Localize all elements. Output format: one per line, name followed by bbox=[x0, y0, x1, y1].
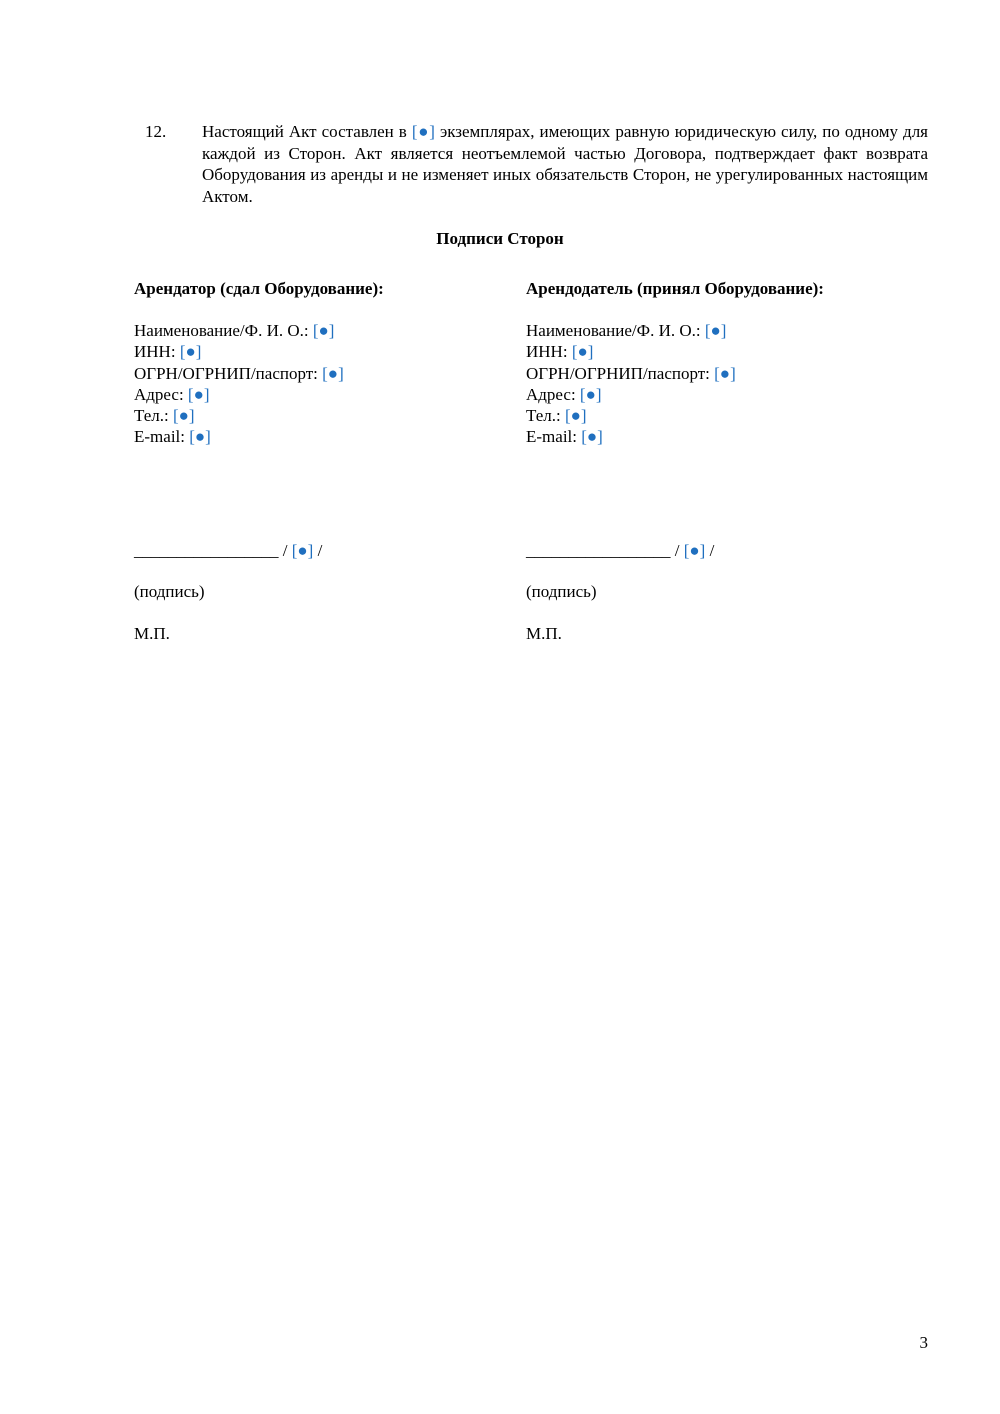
lessor-block bbox=[526, 278, 906, 447]
lessor-signature-underline: _________________ / bbox=[526, 541, 684, 560]
lessee-signature-underline: _________________ / bbox=[134, 541, 292, 560]
lessor-address-field bbox=[526, 384, 906, 405]
lessee-ogrn-placeholder[interactable]: [●] bbox=[322, 363, 344, 383]
lessee-name-field bbox=[134, 320, 514, 341]
lessee-address-field bbox=[134, 384, 514, 405]
lessee-inn-label: ИНН: bbox=[134, 342, 180, 362]
lessor-ogrn-placeholder[interactable]: [●] bbox=[714, 363, 736, 383]
lessee-phone-placeholder[interactable]: [●] bbox=[173, 406, 195, 426]
lessor-email-field bbox=[526, 426, 906, 447]
lessor-heading: Арендодатель (принял Оборудование): bbox=[526, 279, 824, 298]
lessor-name-label: Наименование/Ф. И. О.: bbox=[526, 321, 705, 341]
lessee-name-label: Наименование/Ф. И. О.: bbox=[134, 321, 313, 341]
lessor-ogrn-field bbox=[526, 363, 906, 384]
lessor-signature-line[interactable] bbox=[526, 540, 714, 561]
lessee-inn-placeholder[interactable]: [●] bbox=[179, 342, 202, 362]
lessor-email-placeholder[interactable]: [●] bbox=[581, 427, 603, 447]
lessor-name-placeholder[interactable]: [●] bbox=[704, 321, 727, 341]
lessor-inn-label: ИНН: bbox=[526, 342, 572, 362]
lessee-signature-note: (подпись) bbox=[134, 582, 205, 601]
lessee-signatory-placeholder[interactable]: [●] bbox=[291, 541, 314, 560]
lessee-phone-label: Тел.: bbox=[134, 406, 173, 426]
lessee-email-placeholder[interactable]: [●] bbox=[189, 427, 211, 447]
lessee-email-label: E-mail: bbox=[134, 427, 190, 447]
lessee-block bbox=[134, 278, 514, 447]
lessor-signatory-placeholder[interactable]: [●] bbox=[683, 541, 706, 560]
clause-12 bbox=[133, 121, 928, 207]
lessee-inn-field bbox=[134, 341, 514, 362]
lessee-phone-field bbox=[134, 405, 514, 426]
lessee-signature-suffix: / bbox=[313, 541, 323, 560]
lessor-email-label: E-mail: bbox=[526, 427, 582, 447]
lessee-heading: Арендатор (сдал Оборудование): bbox=[134, 279, 384, 298]
lessor-inn-placeholder[interactable]: [●] bbox=[571, 342, 594, 362]
lessee-address-label: Адрес: bbox=[134, 384, 188, 404]
lessee-address-placeholder[interactable]: [●] bbox=[187, 384, 210, 404]
lessee-ogrn-field bbox=[134, 363, 514, 384]
lessee-name-placeholder[interactable]: [●] bbox=[312, 321, 335, 341]
clause-text-part-1: Настоящий Акт составлен в bbox=[202, 122, 412, 141]
lessee-email-field bbox=[134, 426, 514, 447]
lessee-stamp-place: М.П. bbox=[134, 624, 170, 643]
lessor-signature-suffix: / bbox=[705, 541, 715, 560]
lessee-ogrn-label: ОГРН/ОГРНИП/паспорт: bbox=[134, 363, 323, 383]
lessor-phone-placeholder[interactable]: [●] bbox=[565, 406, 587, 426]
lessor-ogrn-label: ОГРН/ОГРНИП/паспорт: bbox=[526, 363, 715, 383]
clause-text-part-2: экземплярах, имеющих равную юридическую силу, по одному для каждой из Сторон. Акт является неотъемлемой частью Договора, подтверждает факт возврата Оборудования из аренды и не изменяет иных обязательств Сторон, не урегулированных настоящим Актом. bbox=[202, 122, 929, 206]
copies-placeholder[interactable]: [●] bbox=[411, 122, 435, 141]
lessor-name-field bbox=[526, 320, 906, 341]
clause-text bbox=[202, 121, 928, 207]
lessor-phone-field bbox=[526, 405, 906, 426]
lessor-stamp-place: М.П. bbox=[526, 624, 562, 643]
lessor-address-placeholder[interactable]: [●] bbox=[579, 384, 602, 404]
lessee-signature-line[interactable] bbox=[134, 540, 322, 561]
signatures-title: Подписи Сторон bbox=[436, 229, 564, 248]
lessor-signature-note: (подпись) bbox=[526, 582, 597, 601]
clause-number: 12. bbox=[145, 122, 167, 141]
page-number: 3 bbox=[919, 1333, 928, 1352]
lessor-inn-field bbox=[526, 341, 906, 362]
lessor-address-label: Адрес: bbox=[526, 384, 580, 404]
lessor-phone-label: Тел.: bbox=[526, 406, 565, 426]
